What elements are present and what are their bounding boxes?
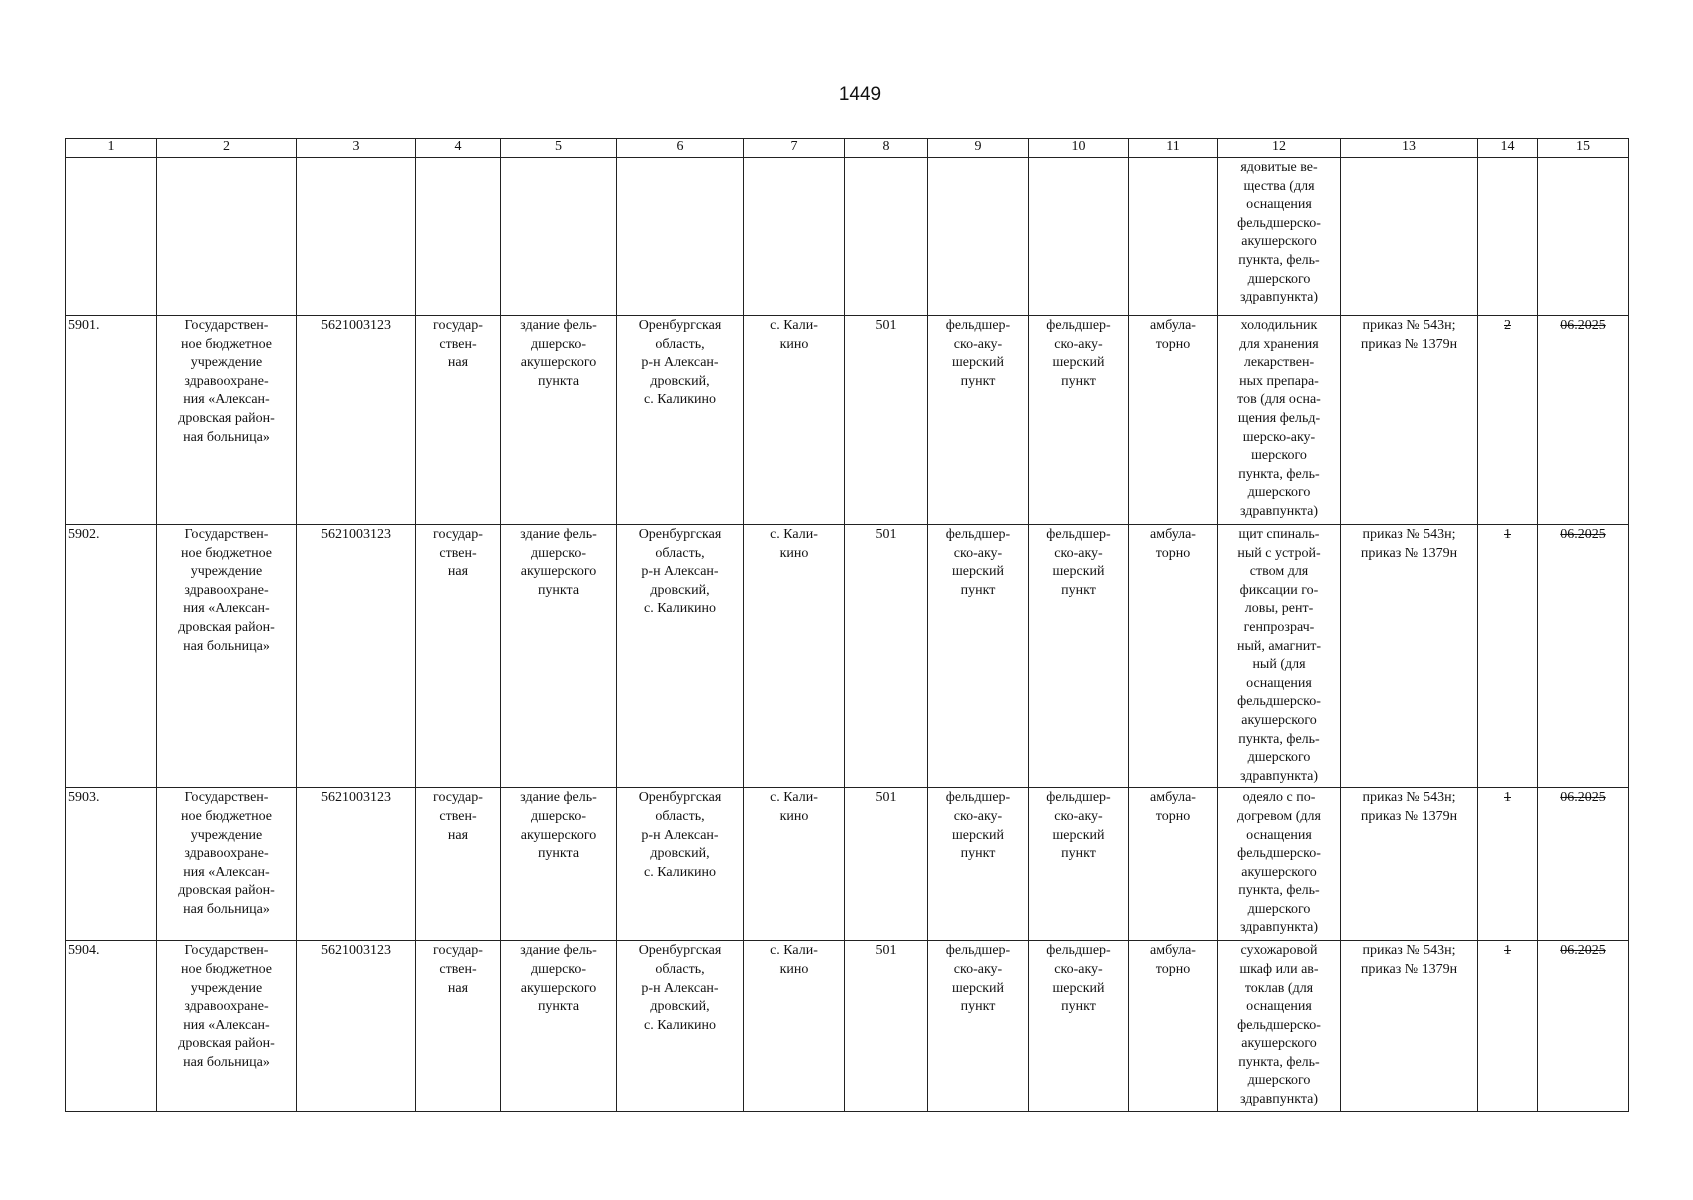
cell-unit-type: фельдшер- ско-аку- шерский пункт (928, 941, 1029, 1111)
table-row (66, 525, 1629, 788)
cell-empty (1029, 158, 1129, 316)
column-number: 15 (1538, 139, 1629, 158)
cell-unit-type: фельдшер- ско-аку- шерский пункт (928, 788, 1029, 941)
cell-address: Оренбургская область, р-н Алексан- дровский, с. Каликино (617, 525, 744, 788)
cell-equipment: сухожаровой шкаф или ав- токлав (для оснащения фельдшерско- акушерского пункта, фель- дшерского здравпункта) (1218, 941, 1341, 1111)
cell-row-number: 5903. (66, 788, 157, 941)
cell-empty (297, 158, 416, 316)
cell-empty (157, 158, 297, 316)
column-number: 10 (1029, 139, 1129, 158)
cell-building: здание фель- дшерско- акушерского пункта (501, 525, 617, 788)
cell-unit: фельдшер- ско-аку- шерский пункт (1029, 941, 1129, 1111)
cell-equipment: холодильник для хранения лекарствен- ных препара- тов (для осна- щения фельд- шерско-аку- шерского пункта, фель- дшерского здравпункта) (1218, 316, 1341, 525)
cell-unit: фельдшер- ско-аку- шерский пункт (1029, 788, 1129, 941)
cell-code: 501 (845, 788, 928, 941)
cell-inn: 5621003123 (297, 525, 416, 788)
cell-care-form: амбула- торно (1129, 316, 1218, 525)
cell-ownership: государ- ствен- ная (416, 941, 501, 1111)
column-number: 9 (928, 139, 1029, 158)
column-number: 6 (617, 139, 744, 158)
cell-building: здание фель- дшерско- акушерского пункта (501, 941, 617, 1111)
cell-ownership: государ- ствен- ная (416, 788, 501, 941)
cell-quantity: 2 (1478, 316, 1538, 525)
cell-code: 501 (845, 941, 928, 1111)
cell-quantity: 1 (1478, 941, 1538, 1111)
cell-empty (1478, 158, 1538, 316)
cell-row-number: 5904. (66, 941, 157, 1111)
cell-organization: Государствен- ное бюджетное учреждение здравоохране- ния «Алексан- дровская район- ная больница» (157, 316, 297, 525)
cell-empty (845, 158, 928, 316)
column-number: 2 (157, 139, 297, 158)
cell-unit-type: фельдшер- ско-аку- шерский пункт (928, 525, 1029, 788)
cell-orders: приказ № 543н; приказ № 1379н (1341, 316, 1478, 525)
cell-unit: фельдшер- ско-аку- шерский пункт (1029, 525, 1129, 788)
cell-care-form: амбула- торно (1129, 525, 1218, 788)
cell-date: 06.2025 (1538, 525, 1629, 788)
cell-orders: приказ № 543н; приказ № 1379н (1341, 941, 1478, 1111)
column-number: 8 (845, 139, 928, 158)
cell-inn: 5621003123 (297, 316, 416, 525)
cell-unit: фельдшер- ско-аку- шерский пункт (1029, 316, 1129, 525)
cell-orders: приказ № 543н; приказ № 1379н (1341, 525, 1478, 788)
cell-locality: с. Кали- кино (744, 941, 845, 1111)
cell-code: 501 (845, 316, 928, 525)
cell-row-number: 5902. (66, 525, 157, 788)
cell-date: 06.2025 (1538, 941, 1629, 1111)
cell-address: Оренбургская область, р-н Алексан- дровский, с. Каликино (617, 941, 744, 1111)
cell-row-number: 5901. (66, 316, 157, 525)
column-number: 3 (297, 139, 416, 158)
cell-equipment: щит спиналь- ный с устрой- ством для фиксации го- ловы, рент- генпрозрач- ный, амагнит- ный (для оснащения фельдшерско- акушерского пункта, фель- дшерского здравпункта) (1218, 525, 1341, 788)
cell-date: 06.2025 (1538, 788, 1629, 941)
column-number: 7 (744, 139, 845, 158)
registry-table (65, 138, 1629, 1112)
cell-address: Оренбургская область, р-н Алексан- дровский, с. Каликино (617, 316, 744, 525)
cell-empty (501, 158, 617, 316)
cell-empty (66, 158, 157, 316)
cell-inn: 5621003123 (297, 941, 416, 1111)
cell-care-form: амбула- торно (1129, 788, 1218, 941)
cell-organization: Государствен- ное бюджетное учреждение здравоохране- ния «Алексан- дровская район- ная больница» (157, 788, 297, 941)
cell-empty (1538, 158, 1629, 316)
column-number: 1 (66, 139, 157, 158)
cell-equipment: одеяло с по- догревом (для оснащения фельдшерско- акушерского пункта, фель- дшерского здравпункта) (1218, 788, 1341, 941)
column-number-row (66, 139, 1629, 158)
cell-locality: с. Кали- кино (744, 525, 845, 788)
cell-date: 06.2025 (1538, 316, 1629, 525)
cell-locality: с. Кали- кино (744, 788, 845, 941)
cell-ownership: государ- ствен- ная (416, 316, 501, 525)
cell-ownership: государ- ствен- ная (416, 525, 501, 788)
column-number: 13 (1341, 139, 1478, 158)
cell-equipment: ядовитые ве- щества (для оснащения фельдшерско- акушерского пункта, фель- дшерского здравпункта) (1218, 158, 1341, 316)
cell-empty (744, 158, 845, 316)
column-number: 14 (1478, 139, 1538, 158)
cell-orders: приказ № 543н; приказ № 1379н (1341, 788, 1478, 941)
column-number: 4 (416, 139, 501, 158)
table-row-continuation (66, 158, 1629, 316)
cell-organization: Государствен- ное бюджетное учреждение здравоохране- ния «Алексан- дровская район- ная больница» (157, 941, 297, 1111)
cell-code: 501 (845, 525, 928, 788)
cell-organization: Государствен- ное бюджетное учреждение здравоохране- ния «Алексан- дровская район- ная больница» (157, 525, 297, 788)
cell-empty (1341, 158, 1478, 316)
cell-empty (416, 158, 501, 316)
cell-empty (617, 158, 744, 316)
column-number: 12 (1218, 139, 1341, 158)
cell-address: Оренбургская область, р-н Алексан- дровский, с. Каликино (617, 788, 744, 941)
cell-building: здание фель- дшерско- акушерского пункта (501, 316, 617, 525)
cell-quantity: 1 (1478, 525, 1538, 788)
cell-locality: с. Кали- кино (744, 316, 845, 525)
cell-quantity: 1 (1478, 788, 1538, 941)
column-number: 11 (1129, 139, 1218, 158)
table-row (66, 941, 1629, 1111)
cell-empty (928, 158, 1029, 316)
cell-empty (1129, 158, 1218, 316)
column-number: 5 (501, 139, 617, 158)
cell-care-form: амбула- торно (1129, 941, 1218, 1111)
table-row (66, 316, 1629, 525)
page-number: 1449 (838, 84, 882, 105)
cell-inn: 5621003123 (297, 788, 416, 941)
table-row (66, 788, 1629, 941)
cell-unit-type: фельдшер- ско-аку- шерский пункт (928, 316, 1029, 525)
cell-building: здание фель- дшерско- акушерского пункта (501, 788, 617, 941)
